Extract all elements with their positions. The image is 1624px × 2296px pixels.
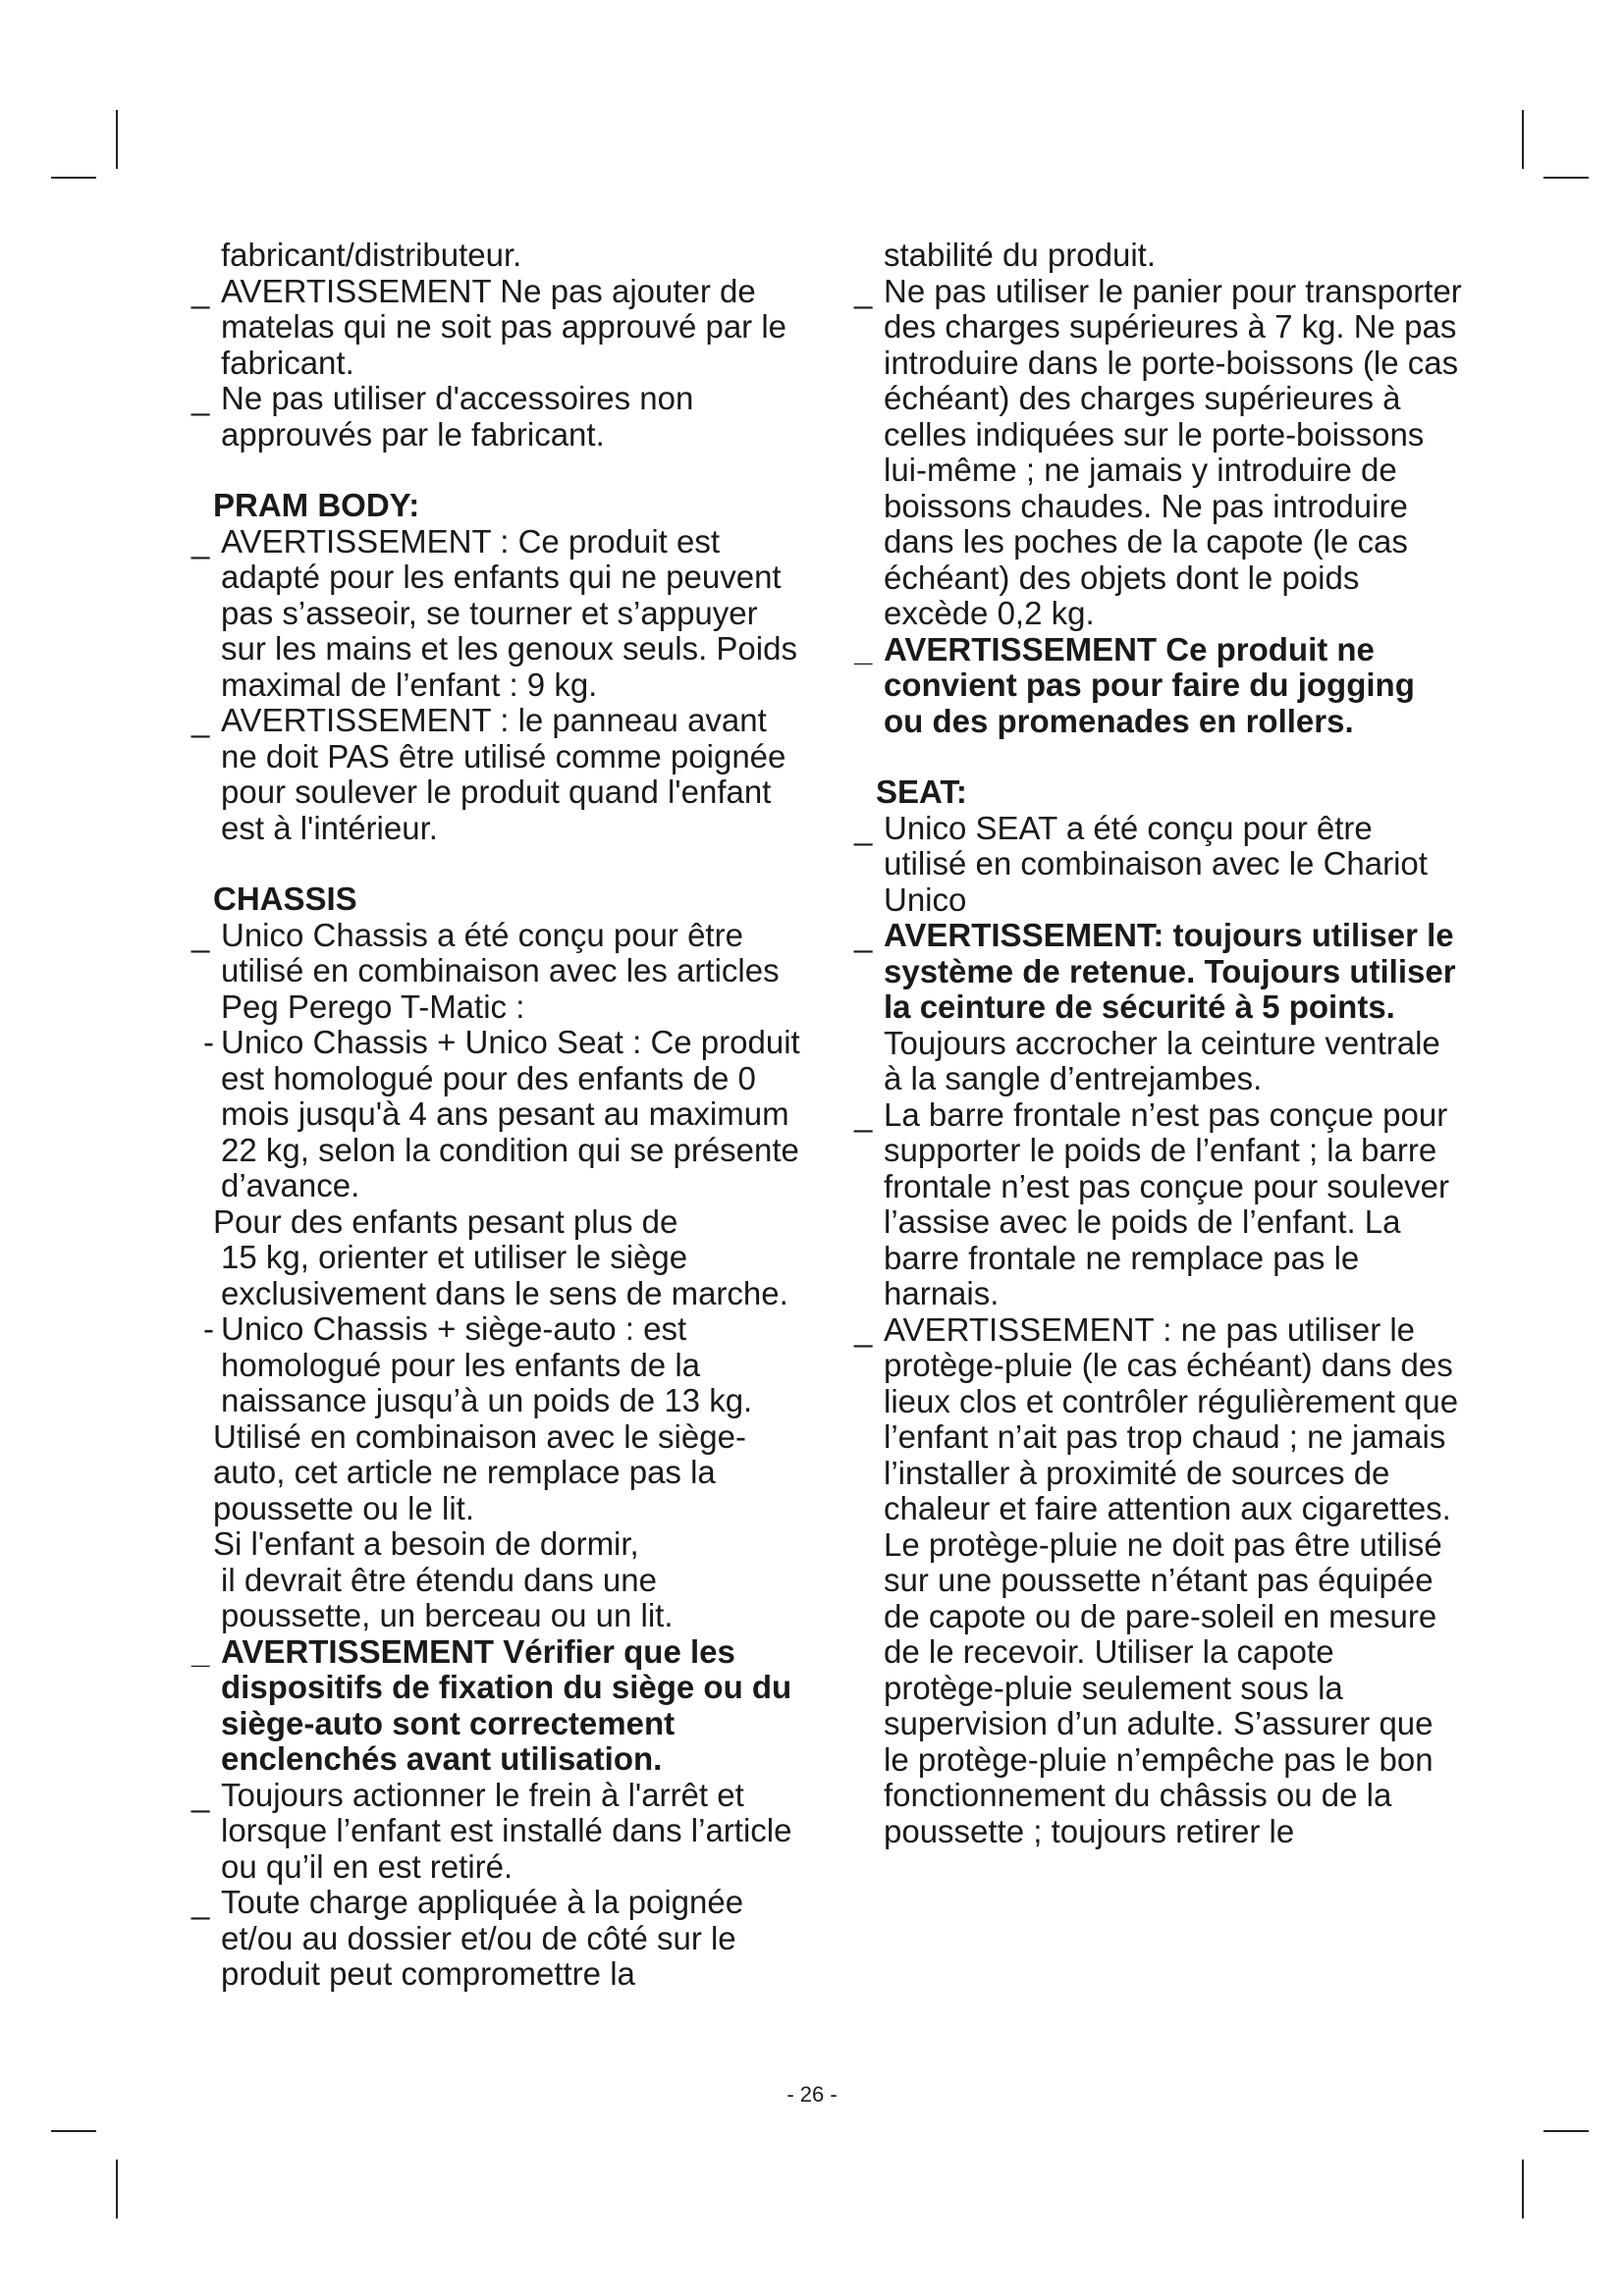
list-marker: _ — [191, 1776, 210, 1813]
list-item — [854, 274, 1463, 632]
continued-text: il devrait être étendu dans une poussette, un berceau ou un lit. — [221, 1561, 674, 1633]
list-item — [191, 524, 800, 704]
list-marker: _ — [191, 272, 210, 309]
list-item — [191, 918, 800, 1026]
item-text: AVERTISSEMENT : ne pas utiliser le protège-pluie (le cas échéant) dans des lieux clos et contrôler régulièrement que l’enfant n’ait pas trop chaud ; ne jamais l’installer à proximité de sources de chaleur et faire attention aux cigarettes. Le protège-pluie ne doit pas être utilisé sur une poussette n’étant pas équipée de capote ou de pare-soleil en mesure de le recevoir. Utiliser la capote protège-pluie seulement sous la supervision d’un adulte. S’assurer que le protège-pluie n’empêche pas le bon fonctionnement du châssis ou de la poussette ; toujours retirer le — [884, 1310, 1459, 1849]
list-marker: _ — [854, 630, 873, 667]
item-text: Ne pas utiliser d'accessoires non approuvés par le fabricant. — [221, 380, 694, 453]
list-marker: _ — [854, 1095, 873, 1133]
warning-item — [191, 1634, 800, 1778]
list-marker: _ — [854, 809, 873, 846]
warning-text: AVERTISSEMENT Vérifier que les dispositifs de fixation du siège ou du siège-auto sont correctement enclenchés avant utilisation. — [221, 1632, 792, 1777]
item-text: AVERTISSEMENT : le panneau avant ne doit PAS être utilisé comme poignée pour soulever le produit quand l'enfant est à l'intérieur. — [221, 702, 786, 846]
crop-mark — [51, 2130, 96, 2132]
left-column — [191, 238, 800, 1993]
list-item — [854, 1312, 1463, 1850]
item-text: La barre frontale n’est pas conçue pour supporter le poids de l’enfant ; la barre frontale n’est pas conçue pour soulever l’assise avec le poids de l’enfant. La barre frontale ne remplace pas le harnais. — [884, 1095, 1450, 1311]
item-text: Toute charge appliquée à la poignée et/ou au dossier et/ou de côté sur le produit peut compromettre la — [221, 1884, 744, 1992]
page-number: - 26 - — [786, 2082, 838, 2107]
item-text: Unico Chassis + siège-auto : est homologué pour les enfants de la naissance jusqu’à un poids de 13 kg. — [221, 1310, 753, 1418]
item-text: Unico SEAT a été conçu pour être utilisé en combinaison avec le Chariot Unico — [884, 809, 1428, 918]
right-column — [854, 238, 1463, 1849]
list-marker: _ — [854, 1310, 873, 1348]
list-marker: _ — [191, 522, 210, 560]
section-heading-chassis: CHASSIS — [213, 881, 357, 917]
crop-mark — [1522, 2160, 1524, 2218]
item-text: AVERTISSEMENT : Ce produit est adapté pour les enfants qui ne peuvent pas s’asseoir, se tourner et s’appuyer sur les mains et les genoux seuls. Poids maximal de l’enfant : 9 kg. — [221, 522, 797, 703]
crop-mark — [116, 110, 118, 169]
sub-list-item — [191, 1311, 800, 1419]
crop-mark — [116, 2160, 118, 2218]
continued-text: Pour des enfants pesant plus de — [213, 1202, 678, 1240]
list-marker: _ — [854, 272, 873, 309]
list-marker: _ — [191, 1884, 210, 1920]
list-marker: _ — [191, 916, 210, 953]
section-heading-pram-body: PRAM BODY: — [213, 487, 420, 523]
list-item — [191, 1885, 800, 1993]
item-text: Ne pas utiliser le panier pour transporter des charges supérieures à 7 kg. Ne pas introduire dans le porte-boissons (le cas échéant) des charges supérieures à celles indiquées sur le porte-boissons lui-même ; ne jamais y introduire de boissons chaudes. Ne pas introduire dans les poches de la capote (le cas échéant) des objets dont le poids excède 0,2 kg. — [884, 272, 1462, 631]
continued-text: Si l'enfant a besoin de dormir, — [213, 1525, 639, 1562]
warning-text: AVERTISSEMENT: toujours utiliser le système de retenue. Toujours utiliser la ceinture de sécurité à 5 points. — [884, 917, 1456, 1025]
list-marker: _ — [191, 702, 210, 738]
list-marker: _ — [191, 1632, 210, 1670]
crop-mark — [1522, 110, 1524, 169]
list-marker: _ — [854, 917, 873, 953]
list-item — [191, 274, 800, 382]
warning-text: AVERTISSEMENT Ce produit ne convient pas pour faire du jogging ou des promenades en rollers. — [884, 630, 1415, 739]
list-item — [191, 703, 800, 846]
continued-text: stabilité du produit. — [884, 237, 1157, 273]
continued-text: Utilisé en combinaison avec le siège-auto, cet article ne remplace pas la poussette ou le lit. — [213, 1417, 746, 1526]
list-item — [854, 811, 1463, 919]
item-text: AVERTISSEMENT Ne pas ajouter de matelas qui ne soit pas approuvé par le fabricant. — [221, 272, 787, 381]
warning-item — [854, 632, 1463, 740]
list-item — [191, 1778, 800, 1886]
item-text: Toujours actionner le frein à l'arrêt et lorsque l’enfant est installé dans l’article ou qu’il en est retiré. — [221, 1776, 792, 1885]
sub-list-dash: - — [203, 1310, 214, 1347]
continued-text: fabricant/distributeur. — [221, 237, 522, 273]
crop-mark — [51, 177, 96, 179]
warning-item — [854, 918, 1463, 1097]
item-text: Unico Chassis + Unico Seat : Ce produit est homologué pour des enfants de 0 mois jusqu'à 4 ans pesant au maximum 22 kg, selon la condition qui se présente d’avance. — [221, 1024, 800, 1203]
item-text: Toujours accrocher la ceinture ventrale à la sangle d’entrejambes. — [884, 1024, 1440, 1096]
section-heading-seat: SEAT: — [876, 774, 967, 810]
continued-text: 15 kg, orienter et utiliser le siège exclusivement dans le sens de marche. — [221, 1239, 788, 1311]
crop-mark — [1543, 177, 1589, 179]
sub-list-item — [191, 1025, 800, 1204]
crop-mark — [1543, 2130, 1589, 2132]
sub-list-dash: - — [203, 1024, 214, 1060]
list-marker: _ — [191, 380, 210, 416]
list-item — [854, 1097, 1463, 1312]
list-item — [191, 381, 800, 453]
item-text: Unico Chassis a été conçu pour être utilisé en combinaison avec les articles Peg Perego T-Matic : — [221, 916, 780, 1025]
